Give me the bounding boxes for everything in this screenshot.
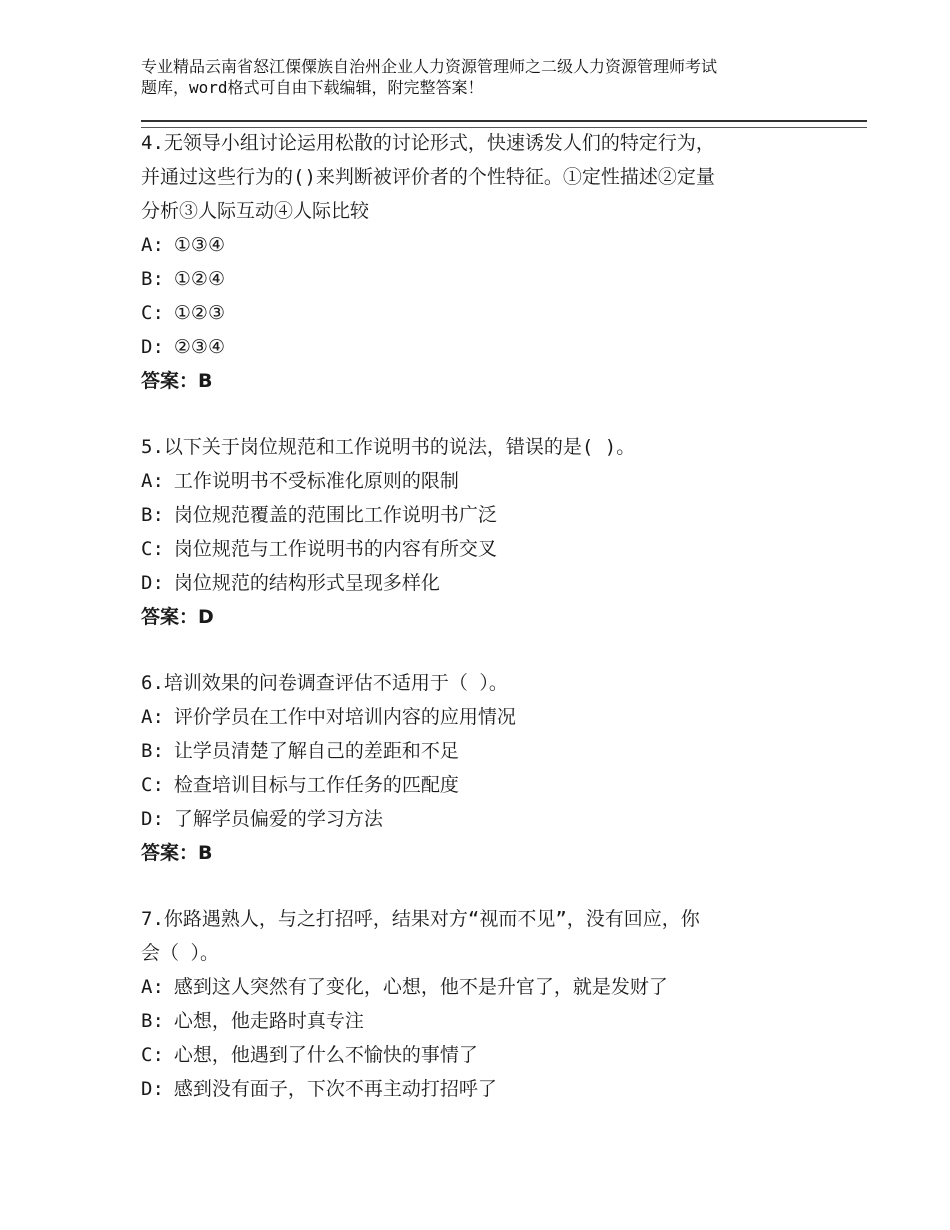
option-b — [141, 1004, 867, 1038]
option-letter: B: — [141, 1010, 164, 1032]
option-letter: C: — [141, 538, 164, 560]
question-list — [141, 126, 867, 1138]
option-c — [141, 1038, 867, 1072]
option-text: 感到没有面子，下次不再主动打招呼了 — [173, 1078, 497, 1100]
option-text: ①②④ — [173, 268, 225, 290]
answer-label: 答案：D — [141, 606, 214, 628]
option-letter: B: — [141, 504, 164, 526]
option-b — [141, 498, 867, 532]
option-letter: A: — [141, 470, 164, 492]
answer-label: 答案：B — [141, 842, 213, 864]
option-letter: D: — [141, 808, 164, 830]
question-text-line: 4.无领导小组讨论运用松散的讨论形式，快速诱发人们的特定行为， — [141, 132, 715, 154]
document-header — [141, 56, 841, 98]
option-a — [141, 970, 867, 1004]
option-text: 感到这人突然有了变化，心想，他不是升官了，就是发财了 — [173, 976, 668, 998]
question-4 — [141, 126, 867, 398]
option-letter: D: — [141, 572, 164, 594]
question-5 — [141, 430, 867, 634]
option-a — [141, 464, 867, 498]
question-6 — [141, 666, 867, 870]
option-d — [141, 330, 867, 364]
option-letter: A: — [141, 706, 164, 728]
question-text-line: 5.以下关于岗位规范和工作说明书的说法，错误的是( )。 — [141, 436, 636, 458]
option-letter: D: — [141, 336, 164, 358]
option-c — [141, 296, 867, 330]
header-line-1: 专业精品云南省怒江傈僳族自治州企业人力资源管理师之二级人力资源管理师考试 — [141, 57, 718, 76]
question-text-line: 会（ ）。 — [141, 942, 219, 964]
option-a — [141, 700, 867, 734]
option-text: ②③④ — [173, 336, 225, 358]
option-c — [141, 532, 867, 566]
question-text-line: 6.培训效果的问卷调查评估不适用于（ ）。 — [141, 672, 508, 694]
option-letter: B: — [141, 740, 164, 762]
option-d — [141, 1072, 867, 1106]
question-7 — [141, 902, 867, 1106]
option-text: 岗位规范的结构形式呈现多样化 — [173, 572, 440, 594]
option-text: 工作说明书不受标准化原则的限制 — [173, 470, 459, 492]
option-a — [141, 228, 867, 262]
option-letter: A: — [141, 234, 164, 256]
option-text: 了解学员偏爱的学习方法 — [173, 808, 383, 830]
header-line-2: 题库，word格式可自由下载编辑，附完整答案！ — [141, 78, 484, 97]
option-c — [141, 768, 867, 802]
option-d — [141, 566, 867, 600]
option-b — [141, 262, 867, 296]
option-letter: B: — [141, 268, 164, 290]
option-letter: C: — [141, 1044, 164, 1066]
option-text: 心想，他遇到了什么不愉快的事情了 — [173, 1044, 478, 1066]
option-text: 心想，他走路时真专注 — [173, 1010, 364, 1032]
answer-label: 答案：B — [141, 370, 213, 392]
option-d — [141, 802, 867, 836]
option-letter: C: — [141, 774, 164, 796]
question-text-line: 分析③人际互动④人际比较 — [141, 200, 370, 222]
option-text: 岗位规范与工作说明书的内容有所交叉 — [173, 538, 497, 560]
option-text: 检查培训目标与工作任务的匹配度 — [173, 774, 459, 796]
option-b — [141, 734, 867, 768]
option-text: 评价学员在工作中对培训内容的应用情况 — [173, 706, 516, 728]
option-text: 岗位规范覆盖的范围比工作说明书广泛 — [173, 504, 497, 526]
option-text: 让学员清楚了解自己的差距和不足 — [173, 740, 459, 762]
question-text-line: 并通过这些行为的()来判断被评价者的个性特征。①定性描述②定量 — [141, 166, 715, 188]
option-text: ①②③ — [173, 302, 225, 324]
question-text-line: 7.你路遇熟人，与之打招呼，结果对方“视而不见”，没有回应，你 — [141, 908, 700, 930]
option-letter: D: — [141, 1078, 164, 1100]
option-letter: C: — [141, 302, 164, 324]
option-text: ①③④ — [173, 234, 225, 256]
option-letter: A: — [141, 976, 164, 998]
